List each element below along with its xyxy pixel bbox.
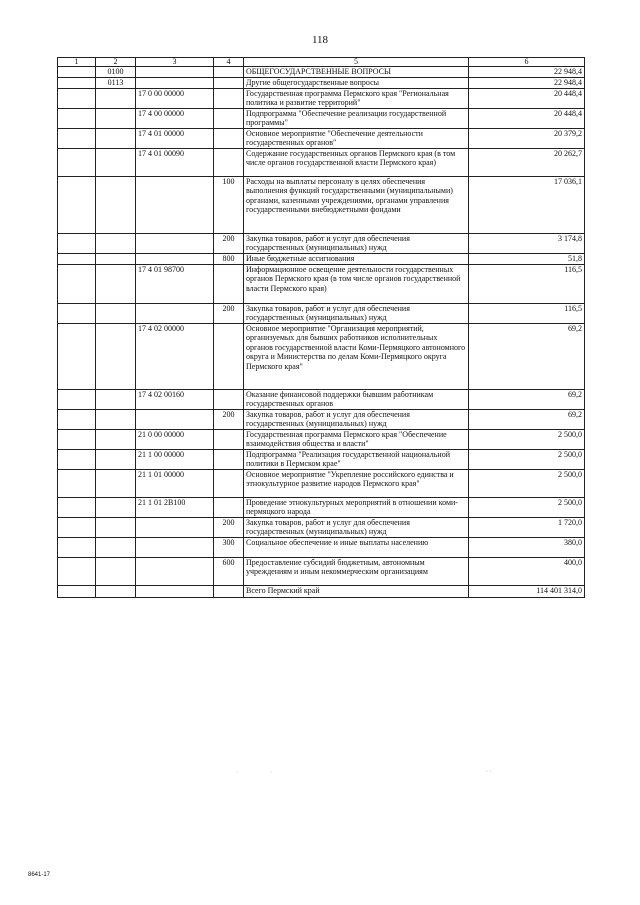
document-code: 8641-17 — [28, 872, 51, 878]
description-cell: Информационное освещение деятельности государственных органов Пермского края (в том числе органов государственной власти Пермского края) — [244, 265, 469, 304]
description-cell: Государственная программа Пермского края "Обеспечение взаимодействия общества и власти" — [244, 430, 469, 450]
expense-kind-cell — [214, 109, 244, 129]
table-row — [58, 390, 585, 410]
index-cell — [58, 498, 96, 518]
header-row — [58, 58, 585, 67]
index-cell — [58, 304, 96, 324]
amount-cell: 69,2 — [469, 390, 585, 410]
amount-cell: 116,5 — [469, 304, 585, 324]
column-header-5: 5 — [244, 58, 469, 67]
section-code-cell — [96, 558, 136, 586]
target-article-cell: 21 0 00 00000 — [136, 430, 214, 450]
amount-cell: 17 036,1 — [469, 177, 585, 234]
description-cell: Подпрограмма "Реализация государственной национальной политики в Пермском крае" — [244, 450, 469, 470]
section-code-cell — [96, 410, 136, 430]
description-cell: Всего Пермский край — [244, 586, 469, 598]
section-code-cell — [96, 265, 136, 304]
amount-cell: 20 379,2 — [469, 129, 585, 149]
description-cell: ОБЩЕГОСУДАРСТВЕННЫЕ ВОПРОСЫ — [244, 67, 469, 78]
index-cell — [58, 149, 96, 177]
amount-cell: 2 500,0 — [469, 430, 585, 450]
amount-cell: 22 948,4 — [469, 67, 585, 78]
section-code-cell — [96, 390, 136, 410]
expense-kind-cell — [214, 129, 244, 149]
index-cell — [58, 518, 96, 538]
target-article-cell: 17 4 02 00160 — [136, 390, 214, 410]
amount-cell: 116,5 — [469, 265, 585, 304]
amount-cell: 3 174,8 — [469, 234, 585, 254]
target-article-cell: 17 4 01 00000 — [136, 129, 214, 149]
page-number: 118 — [311, 34, 329, 46]
index-cell — [58, 109, 96, 129]
expense-kind-cell — [214, 78, 244, 89]
index-cell — [58, 254, 96, 265]
target-article-cell — [136, 67, 214, 78]
column-header-4: 4 — [214, 58, 244, 67]
expense-kind-cell — [214, 67, 244, 78]
target-article-cell: 21 1 00 00000 — [136, 450, 214, 470]
description-cell: Закупка товаров, работ и услуг для обеспечения государственных (муниципальных) нужд — [244, 234, 469, 254]
target-article-cell — [136, 234, 214, 254]
target-article-cell — [136, 254, 214, 265]
amount-cell: 2 500,0 — [469, 470, 585, 498]
target-article-cell: 21 1 01 00000 — [136, 470, 214, 498]
table-row — [58, 410, 585, 430]
column-header-3: 3 — [136, 58, 214, 67]
description-cell: Закупка товаров, работ и услуг для обеспечения государственных (муниципальных) нужд — [244, 410, 469, 430]
expense-kind-cell: 200 — [214, 410, 244, 430]
section-code-cell — [96, 498, 136, 518]
index-cell — [58, 78, 96, 89]
index-cell — [58, 390, 96, 410]
section-code-cell — [96, 518, 136, 538]
target-article-cell — [136, 518, 214, 538]
section-code-cell — [96, 129, 136, 149]
target-article-cell — [136, 410, 214, 430]
section-code-cell — [96, 254, 136, 265]
section-code-cell — [96, 430, 136, 450]
expense-kind-cell — [214, 89, 244, 109]
expense-kind-cell: 100 — [214, 177, 244, 234]
section-code-cell — [96, 538, 136, 558]
amount-cell: 400,0 — [469, 558, 585, 586]
expense-kind-cell: 600 — [214, 558, 244, 586]
index-cell — [58, 558, 96, 586]
section-code-cell — [96, 586, 136, 598]
target-article-cell: 17 4 00 00000 — [136, 109, 214, 129]
scan-speck: · — [270, 770, 272, 776]
amount-cell: 114 401 314,0 — [469, 586, 585, 598]
section-code-cell — [96, 470, 136, 498]
target-article-cell — [136, 558, 214, 586]
amount-cell: 1 720,0 — [469, 518, 585, 538]
table-row — [58, 265, 585, 304]
table-row — [58, 78, 585, 89]
index-cell — [58, 129, 96, 149]
expense-kind-cell: 200 — [214, 234, 244, 254]
section-code-cell — [96, 149, 136, 177]
expense-kind-cell — [214, 470, 244, 498]
expense-kind-cell: 200 — [214, 304, 244, 324]
description-cell: Оказание финансовой поддержки бывшим работникам государственных органов — [244, 390, 469, 410]
index-cell — [58, 410, 96, 430]
table-row — [58, 430, 585, 450]
column-header-2: 2 — [96, 58, 136, 67]
amount-cell: 22 948,4 — [469, 78, 585, 89]
amount-cell: 2 500,0 — [469, 450, 585, 470]
target-article-cell — [136, 586, 214, 598]
description-cell: Другие общегосударственные вопросы — [244, 78, 469, 89]
table-row — [58, 518, 585, 538]
section-code-cell — [96, 234, 136, 254]
target-article-cell: 21 1 01 2В100 — [136, 498, 214, 518]
amount-cell: 20 262,7 — [469, 149, 585, 177]
index-cell — [58, 586, 96, 598]
description-cell: Закупка товаров, работ и услуг для обеспечения государственных (муниципальных) нужд — [244, 304, 469, 324]
amount-cell: 380,0 — [469, 538, 585, 558]
index-cell — [58, 234, 96, 254]
description-cell: Иные бюджетные ассигнования — [244, 254, 469, 265]
expense-kind-cell — [214, 324, 244, 390]
index-cell — [58, 430, 96, 450]
table-row — [58, 498, 585, 518]
amount-cell: 51,8 — [469, 254, 585, 265]
index-cell — [58, 67, 96, 78]
table-row — [58, 538, 585, 558]
table-row — [58, 149, 585, 177]
expense-kind-cell — [214, 265, 244, 304]
table-row — [58, 586, 585, 598]
expense-kind-cell — [214, 430, 244, 450]
section-code-cell — [96, 450, 136, 470]
expense-kind-cell: 300 — [214, 538, 244, 558]
table-row — [58, 304, 585, 324]
table-row — [58, 109, 585, 129]
target-article-cell — [136, 177, 214, 234]
section-code-cell — [96, 304, 136, 324]
description-cell: Подпрограмма "Обеспечение реализации государственной программы" — [244, 109, 469, 129]
description-cell: Основное мероприятие "Организация мероприятий, организуемых для бывших работников исполнительных органов государственной власти Коми-Пермяцкого автономного округа и Министерства по делам Коми-Пермяцкого округа Пермского края" — [244, 324, 469, 390]
section-code-cell: 0100 — [96, 67, 136, 78]
section-code-cell — [96, 324, 136, 390]
table-row — [58, 558, 585, 586]
index-cell — [58, 177, 96, 234]
section-code-cell: 0113 — [96, 78, 136, 89]
index-cell — [58, 89, 96, 109]
expense-kind-cell — [214, 586, 244, 598]
table-row — [58, 177, 585, 234]
scan-speck: · — [236, 770, 238, 776]
target-article-cell: 17 4 01 98700 — [136, 265, 214, 304]
description-cell: Проведение этнокультурных мероприятий в отношении коми-пермяцкого народа — [244, 498, 469, 518]
description-cell: Расходы на выплаты персоналу в целях обеспечения выполнения функций государственными (муниципальными) органами, казенными учреждениями, органами управления государственными внебюджетными фондами — [244, 177, 469, 234]
table-row — [58, 324, 585, 390]
index-cell — [58, 324, 96, 390]
target-article-cell — [136, 78, 214, 89]
index-cell — [58, 470, 96, 498]
scan-speck: · · — [486, 769, 492, 775]
index-cell — [58, 265, 96, 304]
table-row — [58, 470, 585, 498]
expense-kind-cell: 200 — [214, 518, 244, 538]
description-cell: Основное мероприятие "Укрепление российского единства и этнокультурное развитие народов Пермского края" — [244, 470, 469, 498]
description-cell: Предоставление субсидий бюджетным, автономным учреждениям и иным некоммерческим организациям — [244, 558, 469, 586]
expense-kind-cell — [214, 390, 244, 410]
amount-cell: 20 448,4 — [469, 89, 585, 109]
description-cell: Закупка товаров, работ и услуг для обеспечения государственных (муниципальных) нужд — [244, 518, 469, 538]
column-header-6: 6 — [469, 58, 585, 67]
expense-kind-cell — [214, 498, 244, 518]
amount-cell: 2 500,0 — [469, 498, 585, 518]
expense-kind-cell: 800 — [214, 254, 244, 265]
index-cell — [58, 538, 96, 558]
amount-cell: 69,2 — [469, 410, 585, 430]
table-row — [58, 450, 585, 470]
column-header-1: 1 — [58, 58, 96, 67]
target-article-cell: 17 4 02 00000 — [136, 324, 214, 390]
table-row — [58, 89, 585, 109]
description-cell: Содержание государственных органов Пермского края (в том числе органов государственной власти Пермского края) — [244, 149, 469, 177]
expense-kind-cell — [214, 149, 244, 177]
table-row — [58, 129, 585, 149]
target-article-cell — [136, 304, 214, 324]
description-cell: Социальное обеспечение и иные выплаты населению — [244, 538, 469, 558]
section-code-cell — [96, 109, 136, 129]
table-row — [58, 234, 585, 254]
section-code-cell — [96, 177, 136, 234]
budget-table — [57, 57, 585, 598]
table-row — [58, 254, 585, 265]
index-cell — [58, 450, 96, 470]
expense-kind-cell — [214, 450, 244, 470]
description-cell: Государственная программа Пермского края "Региональная политика и развитие территорий" — [244, 89, 469, 109]
description-cell: Основное мероприятие "Обеспечение деятельности государственных органов" — [244, 129, 469, 149]
target-article-cell — [136, 538, 214, 558]
table-row — [58, 67, 585, 78]
amount-cell: 69,2 — [469, 324, 585, 390]
section-code-cell — [96, 89, 136, 109]
target-article-cell: 17 0 00 00000 — [136, 89, 214, 109]
target-article-cell: 17 4 01 00090 — [136, 149, 214, 177]
amount-cell: 20 448,4 — [469, 109, 585, 129]
